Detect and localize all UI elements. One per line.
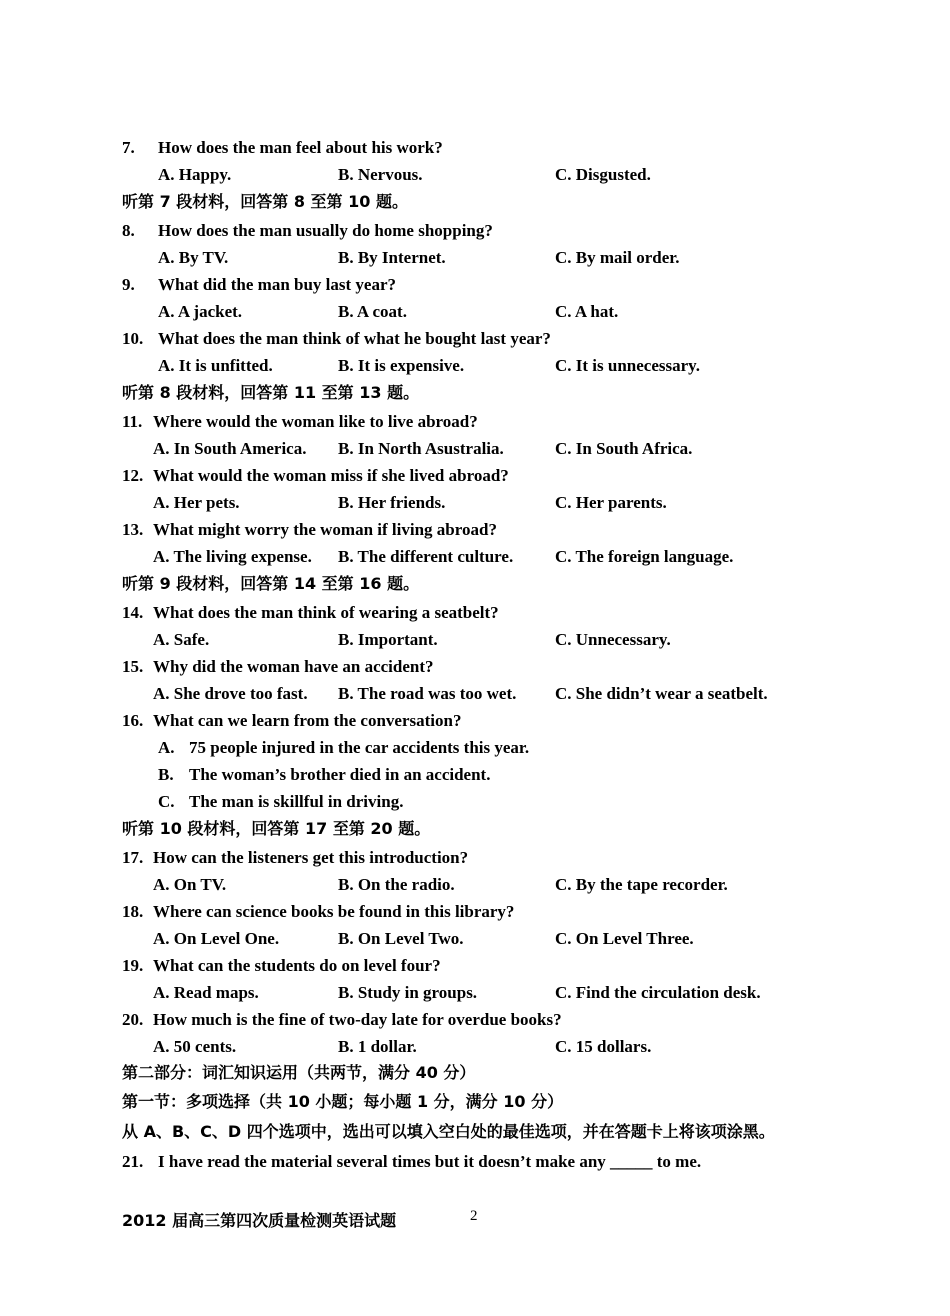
option-b: B. It is expensive. — [338, 356, 465, 375]
option-a — [158, 737, 529, 759]
question-16 — [122, 710, 461, 732]
option-a: A. A jacket. — [158, 302, 243, 321]
option-b: B. Study in groups. — [338, 983, 478, 1002]
option-b: B. The road was too wet. — [338, 684, 517, 703]
question-text: How much is the fine of two-day late for overdue books? — [153, 1010, 562, 1029]
option-a: A. In South America. — [153, 439, 307, 458]
option-b: B. 1 dollar. — [338, 1037, 417, 1056]
question-text: What does the man think of what he bought last year? — [158, 329, 551, 348]
instructions: 从 A、B、C、D 四个选项中，选出可以填入空白处的最佳选项，并在答题卡上将该项涂黑。 — [122, 1122, 775, 1141]
option-a: A. Read maps. — [153, 983, 259, 1002]
question-20 — [122, 1009, 562, 1031]
option-c: C. Unnecessary. — [555, 630, 671, 649]
footer-title: 2012 届高三第四次质量检测英语试题 — [122, 1211, 397, 1230]
question-18 — [122, 901, 514, 923]
option-b: B. Her friends. — [338, 493, 446, 512]
question-10 — [122, 328, 551, 350]
question-21 — [122, 1151, 701, 1173]
section-heading: 听第 7 段材料，回答第 8 至第 10 题。 — [122, 192, 408, 211]
question-text: Where can science books be found in this library? — [153, 902, 515, 921]
question-text: How does the man feel about his work? — [158, 138, 443, 157]
option-c: C. A hat. — [555, 302, 619, 321]
question-13 — [122, 519, 497, 541]
option-c: C. The foreign language. — [555, 547, 734, 566]
question-number: 9. — [122, 275, 135, 294]
section-heading: 听第 8 段材料，回答第 11 至第 13 题。 — [122, 383, 420, 402]
option-c: C. It is unnecessary. — [555, 356, 700, 375]
question-number: 12. — [122, 466, 144, 485]
question-12 — [122, 465, 509, 487]
option-b: B. Important. — [338, 630, 438, 649]
option-c: C. Find the circulation desk. — [555, 983, 761, 1002]
option-b — [158, 764, 490, 786]
option-letter: A. — [158, 738, 175, 757]
question-number: 15. — [122, 657, 144, 676]
part-heading: 第二部分：词汇知识运用（共两节，满分 40 分） — [122, 1063, 476, 1082]
question-text: What might worry the woman if living abroad? — [153, 520, 497, 539]
question-number: 13. — [122, 520, 144, 539]
option-a: A. 50 cents. — [153, 1037, 237, 1056]
option-a: A. Safe. — [153, 630, 210, 649]
option-c: C. Disgusted. — [555, 165, 651, 184]
question-text: How does the man usually do home shopping? — [158, 221, 493, 240]
question-text: What does the man think of wearing a seatbelt? — [153, 603, 499, 622]
option-b: B. A coat. — [338, 302, 407, 321]
question-14 — [122, 602, 499, 624]
option-a: A. It is unfitted. — [158, 356, 273, 375]
question-number: 18. — [122, 902, 144, 921]
option-a: A. On Level One. — [153, 929, 280, 948]
question-number: 16. — [122, 711, 144, 730]
question-number: 10. — [122, 329, 144, 348]
option-c: C. In South Africa. — [555, 439, 693, 458]
option-text: The man is skillful in driving. — [189, 792, 404, 811]
page-number: 2 — [470, 1208, 478, 1224]
option-a: A. On TV. — [153, 875, 227, 894]
question-17 — [122, 847, 468, 869]
option-c: C. By mail order. — [555, 248, 680, 267]
option-c: C. She didn’t wear a seatbelt. — [555, 684, 768, 703]
option-text: 75 people injured in the car accidents this year. — [189, 738, 530, 757]
option-a: A. The living expense. — [153, 547, 312, 566]
section-heading: 听第 10 段材料，回答第 17 至第 20 题。 — [122, 819, 431, 838]
option-a: A. Her pets. — [153, 493, 240, 512]
option-b: B. On Level Two. — [338, 929, 464, 948]
question-11 — [122, 411, 478, 433]
question-number: 7. — [122, 138, 135, 157]
question-19 — [122, 955, 441, 977]
section-heading: 第一节：多项选择（共 10 小题；每小题 1 分，满分 10 分） — [122, 1092, 564, 1111]
option-b: B. On the radio. — [338, 875, 455, 894]
question-text: How can the listeners get this introduction? — [153, 848, 469, 867]
question-number: 21. — [122, 1152, 144, 1171]
option-letter: C. — [158, 792, 175, 811]
option-b: B. In North Asustralia. — [338, 439, 504, 458]
question-number: 14. — [122, 603, 144, 622]
question-number: 20. — [122, 1010, 144, 1029]
option-a: A. She drove too fast. — [153, 684, 308, 703]
option-c: C. On Level Three. — [555, 929, 694, 948]
section-heading: 听第 9 段材料，回答第 14 至第 16 题。 — [122, 574, 420, 593]
question-9 — [122, 274, 396, 296]
question-text: What can we learn from the conversation? — [153, 711, 462, 730]
option-c — [158, 791, 403, 813]
option-b: B. The different culture. — [338, 547, 514, 566]
question-number: 8. — [122, 221, 135, 240]
option-a: A. Happy. — [158, 165, 232, 184]
option-b: B. Nervous. — [338, 165, 423, 184]
question-15 — [122, 656, 434, 678]
option-c: C. Her parents. — [555, 493, 667, 512]
question-text: I have read the material several times but it doesn’t make any _____ to me. — [158, 1152, 702, 1171]
option-a: A. By TV. — [158, 248, 229, 267]
option-c: C. By the tape recorder. — [555, 875, 728, 894]
question-text: Where would the woman like to live abroad? — [153, 412, 478, 431]
question-text: Why did the woman have an accident? — [153, 657, 434, 676]
question-text: What did the man buy last year? — [158, 275, 397, 294]
option-b: B. By Internet. — [338, 248, 446, 267]
option-letter: B. — [158, 765, 174, 784]
question-number: 11. — [122, 412, 143, 431]
option-c: C. 15 dollars. — [555, 1037, 652, 1056]
question-text: What would the woman miss if she lived abroad? — [153, 466, 509, 485]
question-number: 19. — [122, 956, 144, 975]
question-text: What can the students do on level four? — [153, 956, 441, 975]
question-number: 17. — [122, 848, 144, 867]
question-7 — [122, 137, 443, 159]
question-8 — [122, 220, 493, 242]
option-text: The woman’s brother died in an accident. — [189, 765, 491, 784]
